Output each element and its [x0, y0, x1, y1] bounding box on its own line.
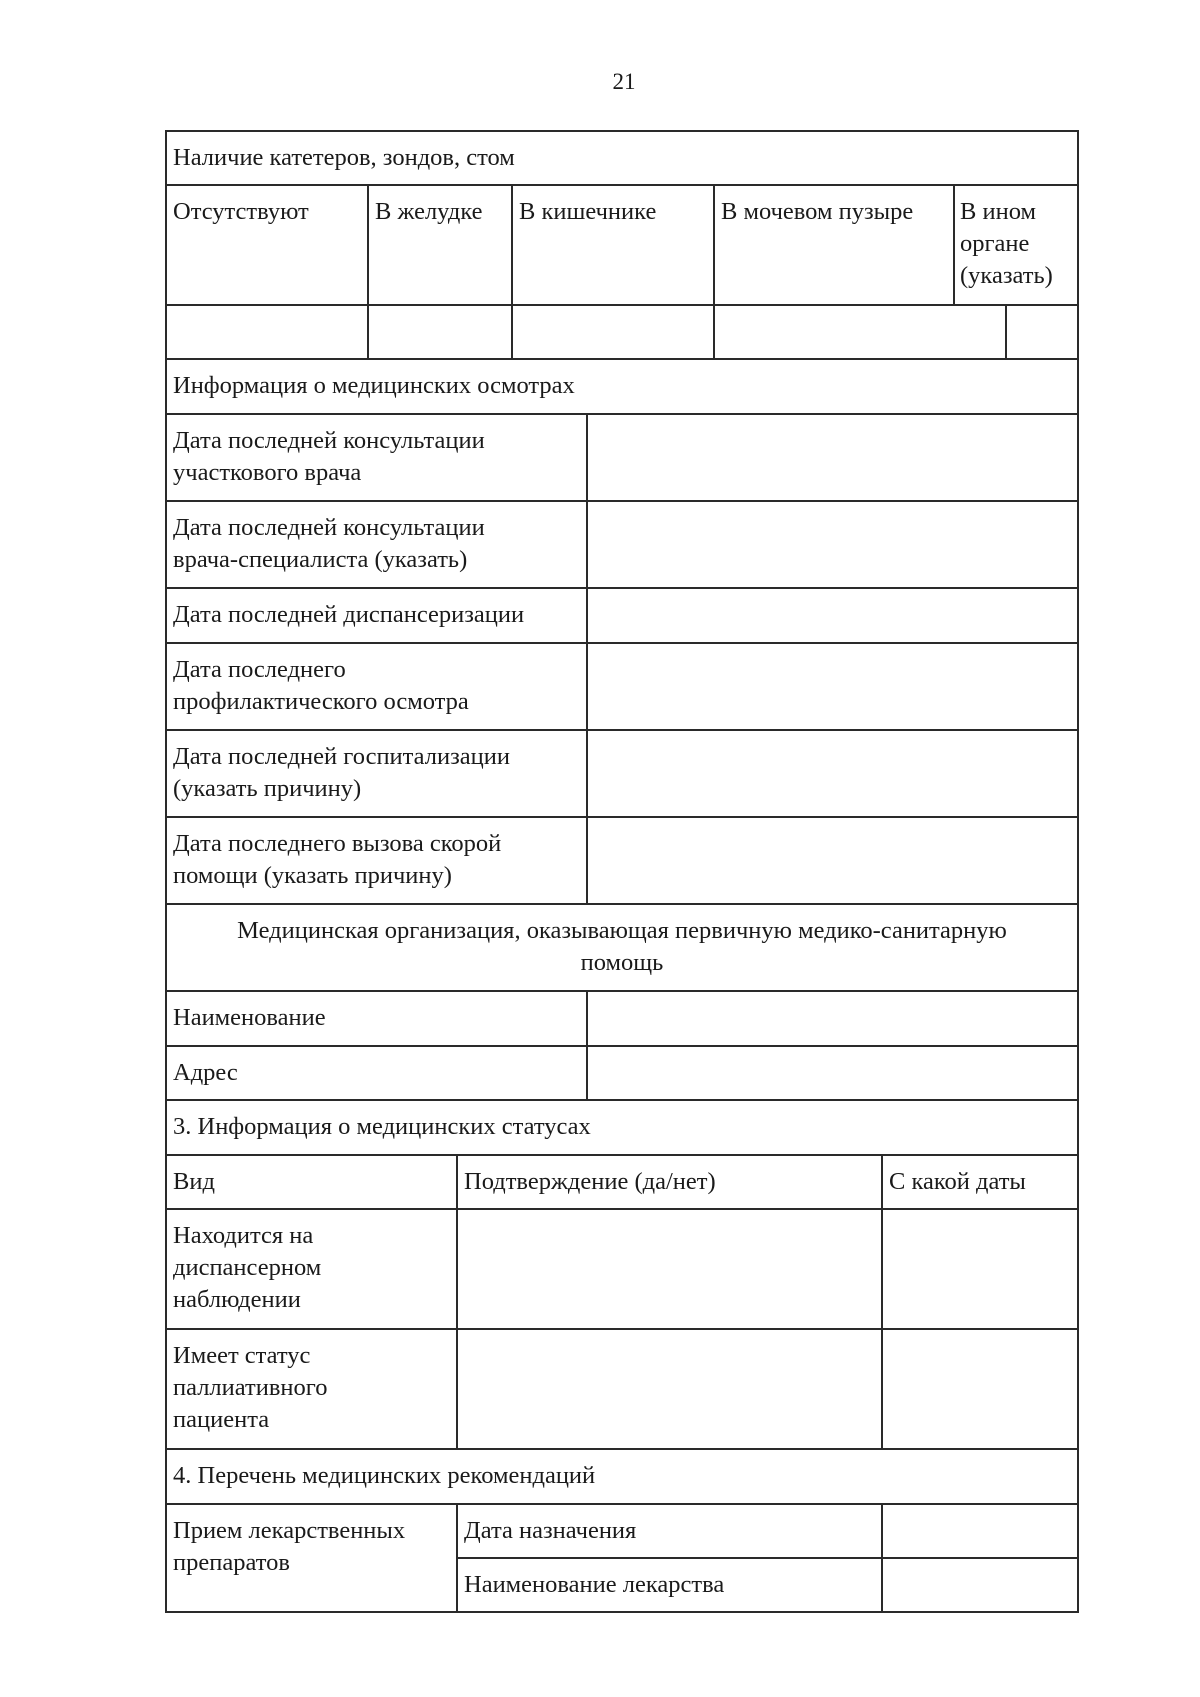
rule	[953, 184, 955, 305]
organization-address-cell[interactable]	[588, 1047, 1077, 1099]
status-col-since-date: С какой даты	[889, 1168, 1026, 1195]
drug-intake-label: Прием лекарственных препаратов	[173, 1517, 406, 1576]
drug-name-cell[interactable]	[883, 1559, 1077, 1611]
exam-row-label: Дата последней госпитализации (указать причину)	[173, 743, 510, 802]
prescription-date-cell[interactable]	[883, 1505, 1077, 1557]
col-other-organ: В ином органе (указать)	[960, 198, 1053, 289]
rule	[165, 903, 1078, 905]
exam-answer-cell[interactable]	[588, 589, 1077, 642]
status-confirmation-cell[interactable]	[458, 1330, 881, 1448]
rule	[165, 130, 1078, 132]
exam-row-label: Дата последней консультации врача-специалиста (указать)	[173, 514, 485, 573]
prescription-date-label: Дата назначения	[464, 1517, 637, 1544]
rule	[165, 1448, 1078, 1450]
drug-name-label: Наименование лекарства	[464, 1571, 725, 1598]
rule	[165, 1099, 1078, 1101]
catheters-heading: Наличие катетеров, зондов, стом	[173, 144, 515, 171]
col-absent: Отсутствуют	[173, 198, 309, 225]
recommendations-heading: 4. Перечень медицинских рекомендаций	[173, 1462, 596, 1489]
statuses-heading: 3. Информация о медицинских статусах	[173, 1113, 591, 1140]
exam-answer-cell[interactable]	[588, 502, 1077, 587]
exam-answer-cell[interactable]	[588, 644, 1077, 729]
answer-cell-intestine[interactable]	[513, 306, 713, 358]
status-col-type: Вид	[173, 1168, 215, 1195]
col-stomach: В желудке	[375, 198, 483, 225]
answer-cell-stomach[interactable]	[369, 306, 511, 358]
status-row-label: Находится на диспансерном наблюдении	[173, 1222, 322, 1313]
status-row-label: Имеет статус паллиативного пациента	[173, 1342, 328, 1433]
rule	[165, 1611, 1078, 1613]
exam-row-label: Дата последнего вызова скорой помощи (указать причину)	[173, 830, 502, 889]
exams-heading: Информация о медицинских осмотрах	[173, 372, 575, 399]
rule	[165, 1154, 1078, 1156]
rule	[165, 184, 1078, 186]
exam-answer-cell[interactable]	[588, 818, 1077, 903]
exam-row-label: Дата последней диспансеризации	[173, 601, 525, 628]
organization-heading-line2: помощь	[580, 949, 664, 976]
organization-address-label: Адрес	[173, 1059, 238, 1086]
organization-name-label: Наименование	[173, 1004, 326, 1031]
rule	[1077, 130, 1079, 1613]
organization-heading-line1: Медицинская организация, оказывающая первичную медико-санитарную	[237, 917, 1007, 944]
rule	[165, 358, 1078, 360]
exam-answer-cell[interactable]	[588, 415, 1077, 500]
status-confirmation-cell[interactable]	[458, 1210, 881, 1328]
answer-cell-absent[interactable]	[167, 306, 367, 358]
answer-cell-other-organ[interactable]	[1007, 306, 1077, 358]
page-number: 21	[612, 69, 636, 94]
status-date-cell[interactable]	[883, 1330, 1077, 1448]
organization-name-cell[interactable]	[588, 992, 1077, 1045]
exam-answer-cell[interactable]	[588, 731, 1077, 816]
answer-cell-bladder[interactable]	[715, 306, 1005, 358]
status-date-cell[interactable]	[883, 1210, 1077, 1328]
exam-row-label: Дата последнего профилактического осмотра	[173, 656, 469, 715]
rule	[456, 1503, 458, 1613]
col-bladder: В мочевом пузыре	[721, 198, 914, 225]
col-intestine: В кишечнике	[519, 198, 657, 225]
status-col-confirmation: Подтверждение (да/нет)	[464, 1168, 716, 1195]
exam-row-label: Дата последней консультации участкового врача	[173, 427, 485, 486]
